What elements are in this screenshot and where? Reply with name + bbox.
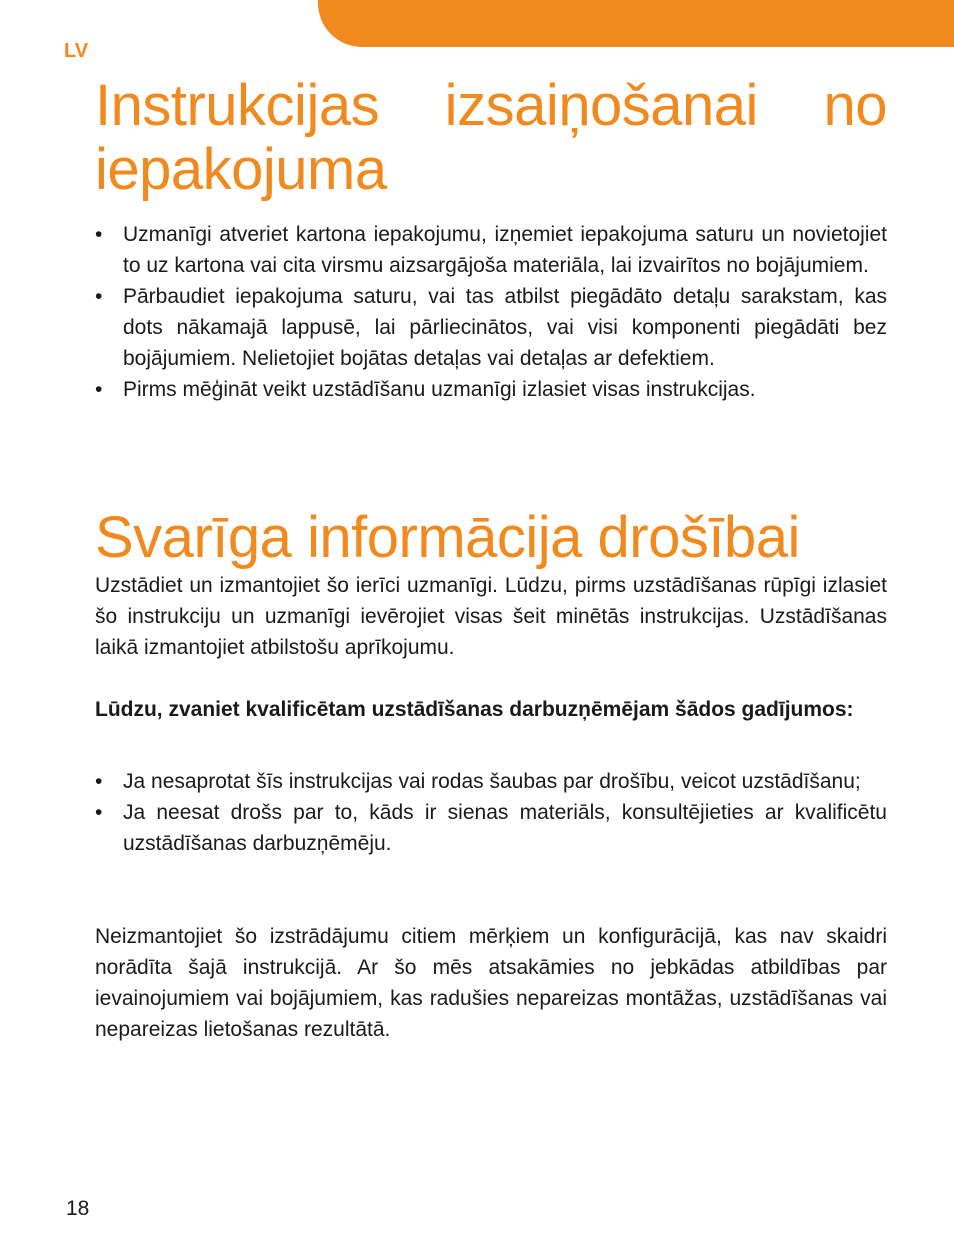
safety-intro: Uzstādiet un izmantojiet šo ierīci uzmanīgi. Lūdzu, pirms uzstādīšanas rūpīgi izlasiet šo instrukciju un uzmanīgi ievērojiet visas šeit minētās instrukcijas. Uzstādīšanas laikā izmantojiet atbilstošu aprīkojumu. (95, 574, 887, 659)
bullet-icon: • (95, 801, 103, 824)
list-item-text: Uzmanīgi atveriet kartona iepakojumu, izņemiet iepakojuma saturu un novietojiet to uz kartona vai cita virsmu aizsargājoša materiāla, lai izvairītos no bojājumiem. (123, 223, 887, 277)
list-item (95, 797, 887, 859)
bullet-icon: • (95, 378, 103, 401)
bullet-icon: • (95, 770, 103, 793)
safety-title: Svarīga informācija drošībai (95, 505, 800, 570)
list-item-text: Pārbaudiet iepakojuma saturu, vai tas atbilst piegādāto detaļu sarakstam, kas dots nākamajā lappusē, lai pārliecinātos, vai visi komponenti piegādāti bez bojājumiem. Nelietojiet bojātas detaļas vai detaļas ar defektiem. (123, 285, 887, 370)
list-item-text: Pirms mēģināt veikt uzstādīšanu uzmanīgi izlasiet visas instrukcijas. (123, 378, 756, 401)
list-item (95, 281, 887, 374)
header-accent-tab (318, 0, 954, 47)
bullet-icon: • (95, 285, 103, 308)
unpacking-list (95, 219, 887, 405)
safety-list (95, 766, 887, 859)
list-item (95, 374, 887, 405)
bullet-icon: • (95, 223, 103, 246)
list-item-text: Ja nesaprotat šīs instrukcijas vai rodas šaubas par drošību, veicot uzstādīšanu; (123, 770, 861, 793)
disclaimer: Neizmantojiet šo izstrādājumu citiem mērķiem un konfigurācijā, kas nav skaidri norādīta šajā instrukcijā. Ar šo mēs atsakāmies no jebkādas atbildības par ievainojumiem vai bojājumiem, kas radušies nepareizas montāžas, uzstādīšanas vai nepareizas lietošanas rezultātā. (95, 925, 887, 1041)
call-installer-heading: Lūdzu, zvaniet kvalificētam uzstādīšanas darbuzņēmējam šādos gadījumos: (95, 698, 854, 721)
page-number: 18 (66, 1197, 90, 1220)
list-item-text: Ja neesat drošs par to, kāds ir sienas materiāls, konsultējieties ar kvalificētu uzstādīšanas darbuzņēmēju. (123, 801, 887, 855)
language-code: LV (64, 40, 89, 62)
unpacking-title: Instrukcijas izsaiņošanai no iepakojuma (95, 73, 887, 202)
list-item (95, 219, 887, 281)
list-item (95, 766, 887, 797)
